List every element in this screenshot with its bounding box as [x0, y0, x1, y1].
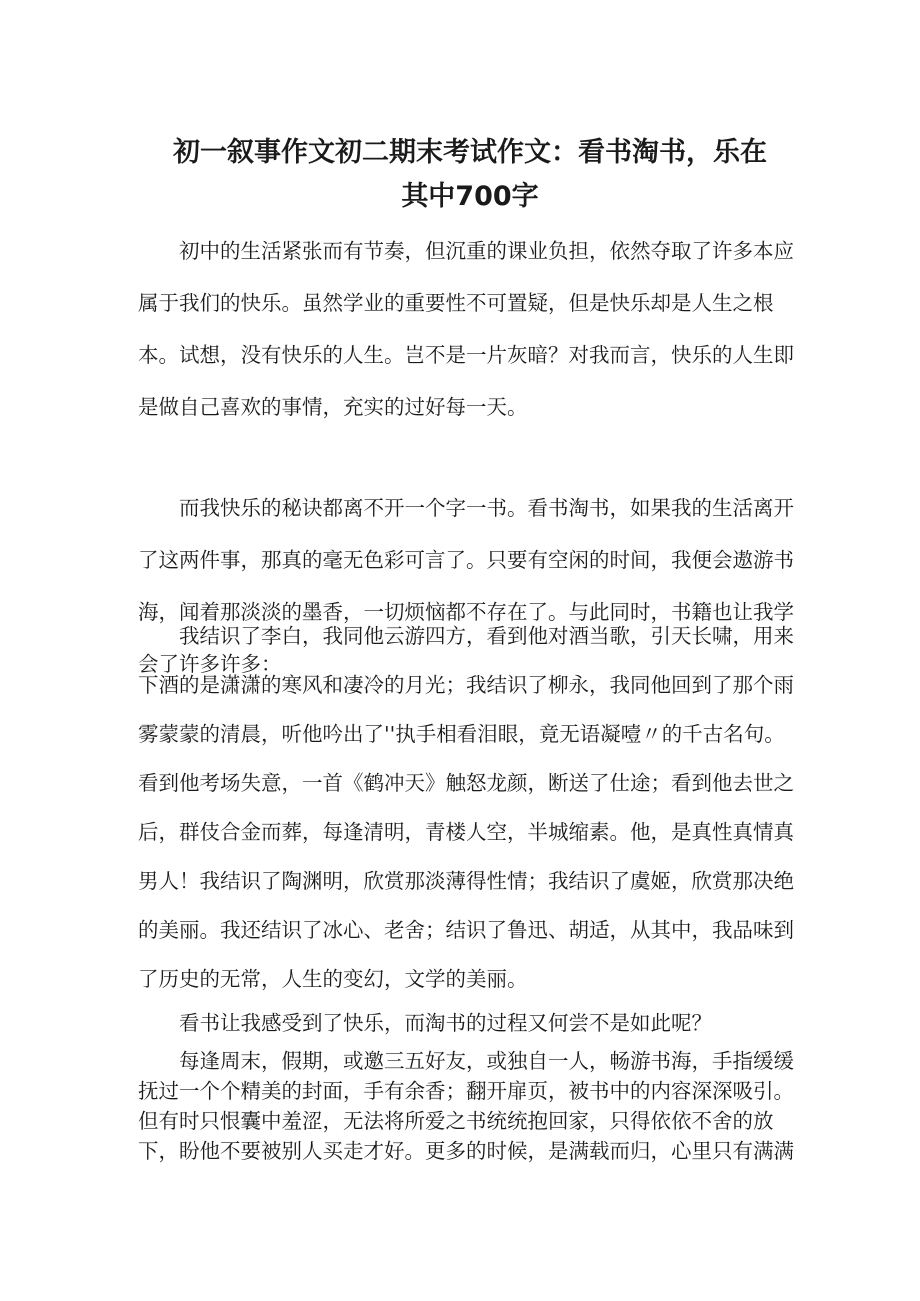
paragraph-1 — [138, 225, 798, 433]
text-line: 属于我们的快乐。虽然学业的重要性不可置疑，但是快乐却是人生之根 — [138, 291, 774, 315]
text-line: 本。试想，没有快乐的人生。岂不是一片灰暗？对我而言，快乐的人生即 — [138, 343, 794, 367]
text-line: 了这两件事，那真的毫无色彩可言了。只要有空闲的时间，我便会遨游书 — [138, 548, 794, 572]
paragraph-4 — [138, 1003, 798, 1043]
text-line: 会了许多许多： — [138, 652, 282, 676]
paragraph-3 — [138, 612, 798, 1004]
text-line: 初中的生活紧张而有节奏，但沉重的课业负担，依然夺取了许多本应 — [138, 239, 794, 263]
text-line: 下，盼他不要被别人买走才好。更多的时候，是满载而归，心里只有满满 — [138, 1139, 794, 1163]
text-line: 看到他考场失意，一首《鹤冲天》触怒龙颜，断送了仕途；看到他去世之 — [138, 771, 794, 795]
text-line: 男人！我结识了陶渊明，欣赏那淡薄得性情；我结识了虞姬，欣赏那决绝 — [138, 869, 794, 893]
text-line: 了历史的无常，人生的变幻，文学的美丽。 — [138, 967, 528, 991]
text-line: 海，闻着那淡淡的墨香，一切烦恼都不存在了。与此同时，书籍也让我学 — [138, 600, 794, 624]
text-line: 后，群伎合金而葬，每逢清明，青楼人空，半城缩素。他，是真性真情真 — [138, 820, 794, 844]
paragraph-5 — [138, 1046, 798, 1166]
text-line: 抚过一个个精美的封面，手有余香；翻开扉页，被书中的内容深深吸引。 — [138, 1079, 794, 1103]
text-line: 雾蒙蒙的清晨，听他吟出了''执手相看泪眼，竟无语凝噎〃的千古名句。 — [138, 722, 785, 746]
text-line: 但有时只恨囊中羞涩，无法将所爱之书统统抱回家，只得依依不舍的放 — [138, 1109, 774, 1133]
title-line-1: 初一叙事作文初二期末考试作文：看书淘书，乐在 — [173, 137, 767, 168]
text-line: 下酒的是潇潇的寒风和凄冷的月光；我结识了柳永，我同他回到了那个雨 — [138, 673, 794, 697]
text-line: 我结识了李白，我同他云游四方，看到他对酒当歌，引天长啸，用来 — [138, 624, 794, 648]
text-line: 看书让我感受到了快乐，而淘书的过程又何尝不是如此呢？ — [138, 1011, 712, 1035]
text-line: 是做自己喜欢的事情，充实的过好每一天。 — [138, 395, 528, 419]
text-line: 而我快乐的秘诀都离不开一个字一书。看书淘书，如果我的生活离开 — [138, 496, 794, 520]
text-line: 每逢周末，假期，或邀三五好友，或独自一人，畅游书海，手指缓缓 — [138, 1049, 794, 1073]
text-line: 的美丽。我还结识了冰心、老舍；结识了鲁迅、胡适，从其中，我品味到 — [138, 918, 794, 942]
title-line-2: 其中700字 — [401, 181, 539, 212]
